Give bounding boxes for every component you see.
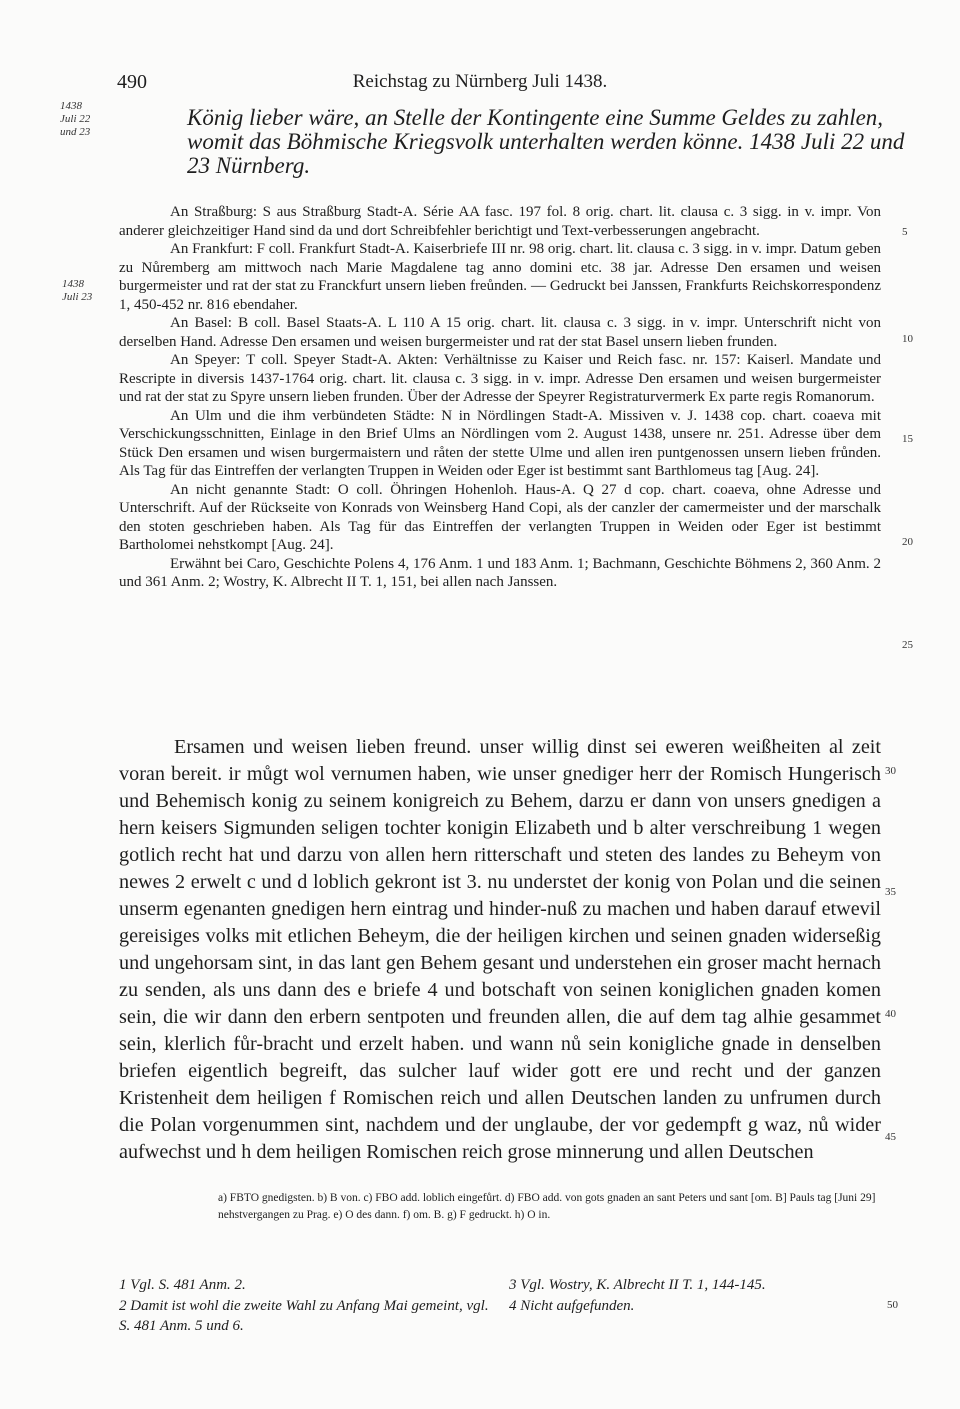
line-number: 30 bbox=[885, 765, 896, 777]
apparatus-frankfurt: An Frankfurt: F coll. Frankfurt Stadt-A. Kaiserbriefe III nr. 98 orig. chart. lit. clausa c. 3 sigg. in v. impr. Datum geben zu Nůremberg am mittwoch nach Marie Magdalene tag anno domini etc. 38 jar. Adresse Den ersamen und weisen burgermeister und rat der stat zu Franckfurt unsern lieben freůnden. — Gedruckt bei Janssen, Frankfurts Reichskorrespondenz 1, 450-452 nr. 816 ebendaher. bbox=[119, 241, 881, 313]
apparatus-basel: An Basel: B coll. Basel Staats-A. L 110 A 15 orig. chart. lit. clausa c. 3 sigg. in v. impr. Unterschrift nicht von derselben Hand. Adresse Den ersamen und weisen burgermeister und rat der stat Basel unsern lieben frunden. bbox=[119, 315, 881, 350]
line-number: 10 bbox=[902, 333, 913, 345]
line-number: 5 bbox=[902, 226, 908, 238]
footnote-4: 4 Nicht aufgefunden. bbox=[509, 1298, 635, 1314]
source-apparatus bbox=[119, 203, 881, 592]
margin-date-2: 1438 Juli 23 bbox=[62, 278, 93, 303]
apparatus-strassburg: An Straßburg: S aus Straßburg Stadt-A. Série AA fasc. 197 fol. 8 orig. chart. lit. clausa c. 3 sigg. in v. impr. Von anderer gleichzeitiger Hand sind da und dort Schreibfehler berichtigt und Text-verbesserungen angebracht. bbox=[119, 204, 881, 239]
line-number: 40 bbox=[885, 1008, 896, 1020]
apparatus-unnamed-city: An nicht genannte Stadt: O coll. Öhringen Hohenloh. Haus-A. Q 27 d cop. chart. coaeva, ohne Adresse und Unterschrift. Auf der Rückseite von Konrads von Weinsberg Hand Copi, als der canzler der camermeister und der marschalk den stoten geschrieben haben. Als Tag für das Eintreffen der verlangten Truppen in Weiden oder Eger ist bestimmt Bartholomei nehstkompt [Aug. 24]. bbox=[119, 481, 881, 553]
apparatus-ulm: An Ulm und die ihm verbündeten Städte: N in Nördlingen Stadt-A. Missiven v. J. 1438 cop. chart. coaeva mit Verschickungsschnitten, Einlage in den Brief Ulms an Nördlingen vom 2. August 1438, unsere nr. 251. Adresse über dem Stück Den ersamen und wisen burgermaistern und råten der stette Ulme und allen iren puntgenossen unsern lieben frůnden. Als Tag für das Eintreffen der verlangten Truppen in Weiden oder Eger ist bestimmt sant Barthlomeus tag [Aug. 24]. bbox=[119, 407, 881, 479]
line-number: 25 bbox=[902, 639, 913, 651]
line-number: 45 bbox=[885, 1131, 896, 1143]
apparatus-literature: Erwähnt bei Caro, Geschichte Polens 4, 176 Anm. 1 und 183 Anm. 1; Bachmann, Geschichte Böhmens 2, 360 Anm. 2 und 361 Anm. 2; Wostry, K. Albrecht II T. 1, 151, bei allen nach Janssen. bbox=[119, 555, 881, 590]
letter-text bbox=[119, 734, 881, 1166]
textual-variants: a) FBTO gnedigsten. b) B von. c) FBO add. loblich eingefůrt. d) FBO add. von gots gnaden an sant Peters und sant [om. B] Pauls tag [Juni 29] nehstvergangen zu Prag. e) O des dann. f) om. B. g) F gedruckt. h) O in. bbox=[218, 1192, 876, 1221]
line-number: 20 bbox=[902, 536, 913, 548]
apparatus-speyer: An Speyer: T coll. Speyer Stadt-A. Akten: Verhältnisse zu Kaiser und Reich fasc. nr. 157: Kaiserl. Mandate und Rescripte in diversis 1437-1764 orig. chart. lit. clausa c. 3 sigg. in v. impr. Adresse Den ersamen und weisen burgermeister und rat der stat zu Spyre unsern lieben frunden. Über der Adresse der Speyrer Registraturvermerk Ex parte regis Romanorum. bbox=[119, 352, 881, 405]
running-title: Reichstag zu Nürnberg Juli 1438. bbox=[352, 71, 608, 92]
page-number: 490 bbox=[117, 71, 147, 93]
letter-body: Ersamen und weisen lieben freund. unser willig dinst sei eweren weißheiten al zeit voran bereit. ir můgt wol vernumen haben, wie unser gnediger herr der Romisch Hungerisch und Behemisch konig zu seinem konigreich zu Behem, darzu er dann von unsers gnedigen a hern keisers Sigmunden seligen tochter konigin Elizabeth und b alter verschreibung 1 wegen gotlich recht hat und darzu von allen hern ritterschaft und steten des landes zu Beheym von newes 2 erwelt c und d loblich gekront ist 3. nu understet der konig von Polan und die seinen unserm egenanten gnedigen hern eintrag und hinder-nuß zu machen und haben darauf etwevil gereisiges volks mit etlichen Beheym, die der heiligen kirchen und seinen gnaden widerseßig und ungehorsam sint, in das lant gen Behem gesant und understehen ein groser macht hernach zu senden, als uns dann des e briefe 4 und botschaft von seinen koniglichen gnaden komen sein, die wir dann den erbern sentpoten und freunden allen, die auf dem tag alhie gesammet sein, klerlich fůr-bracht und erzelt haben. und wann nů sein konigliche gnade in denselben briefen eigentlich begreift, das sulcher lauf wider gott ere und recht und der ganzen Kristenheit dem heiligen f Romischen reich und allen Deutschen landen zu unfrumen durch die Polan vorgenummen sint, nachdem und der unglaube, der vor gedempft g waz, nů wider aufwechst und h dem heiligen Romischen reich grose minnerung und allen Deutschen bbox=[119, 736, 881, 1163]
line-number: 35 bbox=[885, 886, 896, 898]
line-number: 15 bbox=[902, 433, 913, 445]
margin-date-1: 1438 Juli 22 und 23 bbox=[60, 100, 91, 138]
footnote-2: 2 Damit ist wohl die zweite Wahl zu Anfang Mai gemeint, vgl. S. 481 Anm. 5 und 6. bbox=[119, 1298, 489, 1334]
footnote-3: 3 Vgl. Wostry, K. Albrecht II T. 1, 144-145. bbox=[509, 1277, 766, 1293]
line-number: 50 bbox=[887, 1299, 898, 1311]
footnote-1: 1 Vgl. S. 481 Anm. 2. bbox=[119, 1277, 246, 1293]
document-heading: König lieber wäre, an Stelle der Kontingente eine Summe Geldes zu zahlen, womit das Böhmische Kriegsvolk unterhalten werden könne. 1438 Juli 22 und 23 Nürnberg. bbox=[187, 105, 905, 178]
